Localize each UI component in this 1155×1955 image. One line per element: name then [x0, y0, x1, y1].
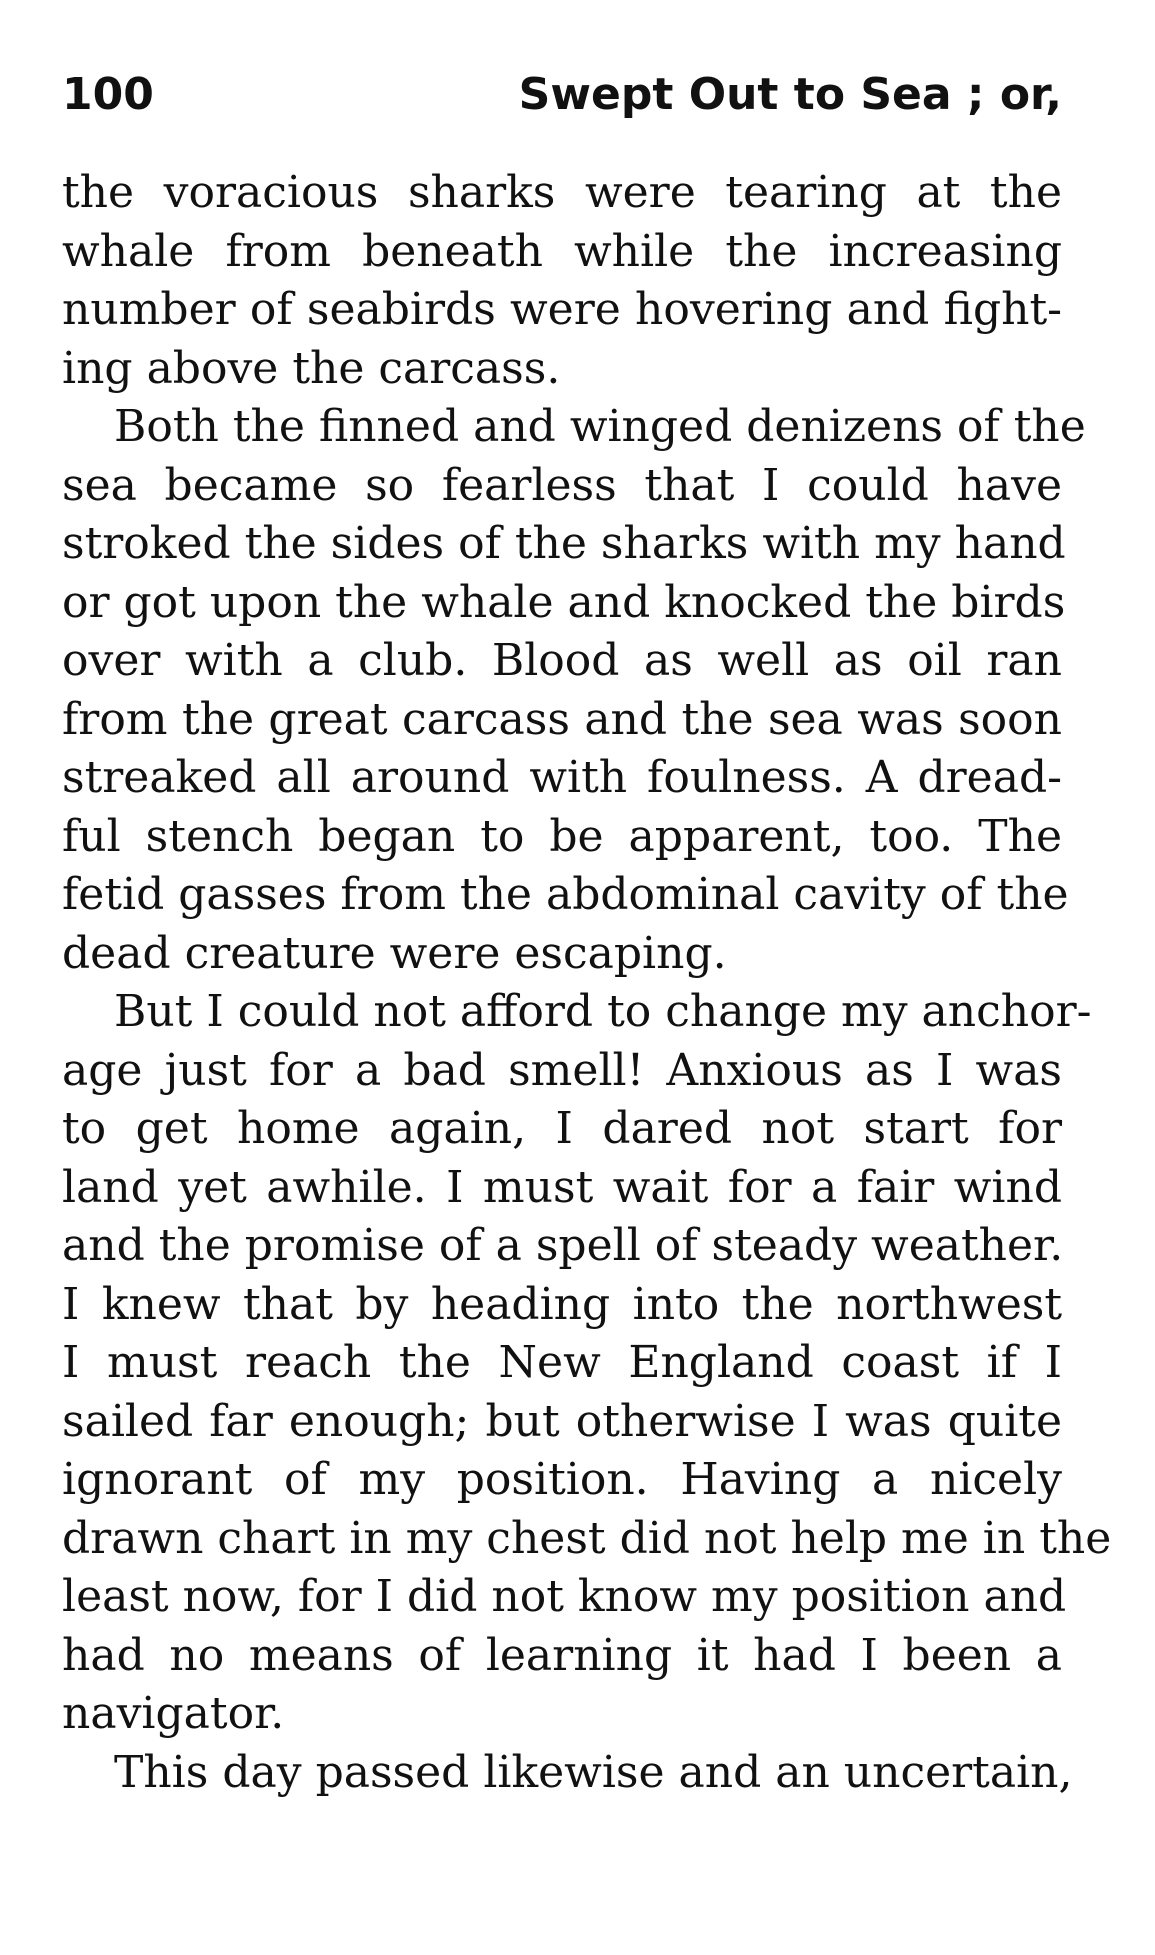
- page-number: 100: [62, 69, 154, 120]
- text-line: sea became so fearless that I could have: [62, 459, 1062, 511]
- paragraph-continued: [62, 164, 1062, 398]
- text-line: ignorant of my position. Having a nicely: [62, 1454, 1062, 1505]
- text-line: whale from beneath while the increasing: [62, 225, 1062, 277]
- text-line: drawn chart in my chest did not help me in the: [62, 1512, 1112, 1564]
- paragraph: [62, 398, 1086, 983]
- text-line: ful stench began to be apparent, too. The: [62, 810, 1062, 862]
- text-line: land yet awhile. I must wait for a fair wind: [62, 1161, 1062, 1213]
- text-line: from the great carcass and the sea was soon: [62, 693, 1062, 745]
- text-line: Both the finned and winged denizens of the: [114, 401, 1086, 452]
- text-line: ing above the carcass.: [62, 342, 561, 394]
- text-line: number of seabirds were hovering and fight-: [62, 284, 1062, 335]
- text-line: fetid gasses from the abdominal cavity of the: [62, 869, 1069, 920]
- text-line: age just for a bad smell! Anxious as I was: [62, 1044, 1062, 1096]
- text-line: But I could not afford to change my anchor-: [114, 986, 1092, 1037]
- text-line: stroked the sides of the sharks with my hand: [62, 518, 1066, 569]
- text-line: This day passed likewise and an uncertain,: [114, 1746, 1073, 1798]
- paragraph: [62, 983, 1112, 1744]
- paragraph: [62, 1744, 1073, 1803]
- text-line: over with a club. Blood as well as oil ran: [62, 635, 1062, 686]
- text-line: sailed far enough; but otherwise I was quite: [62, 1395, 1062, 1447]
- text-line: had no means of learning it had I been a: [62, 1629, 1062, 1681]
- text-line: dead creature were escaping.: [62, 927, 727, 979]
- text-line: streaked all around with foulness. A dread-: [62, 752, 1062, 803]
- text-line: or got upon the whale and knocked the birds: [62, 576, 1066, 628]
- text-line: navigator.: [62, 1688, 285, 1739]
- text-line: and the promise of a spell of steady weather.: [62, 1220, 1064, 1271]
- text-line: to get home again, I dared not start for: [62, 1103, 1062, 1154]
- text-line: I must reach the New England coast if I: [62, 1337, 1062, 1388]
- body-text: [62, 164, 1112, 1802]
- text-line: least now, for I did not know my position and: [62, 1571, 1067, 1622]
- text-line: I knew that by heading into the northwest: [62, 1278, 1062, 1330]
- text-line: the voracious sharks were tearing at the: [62, 167, 1062, 218]
- running-title: Swept Out to Sea ; or,: [518, 69, 1062, 120]
- running-head: [62, 60, 1062, 130]
